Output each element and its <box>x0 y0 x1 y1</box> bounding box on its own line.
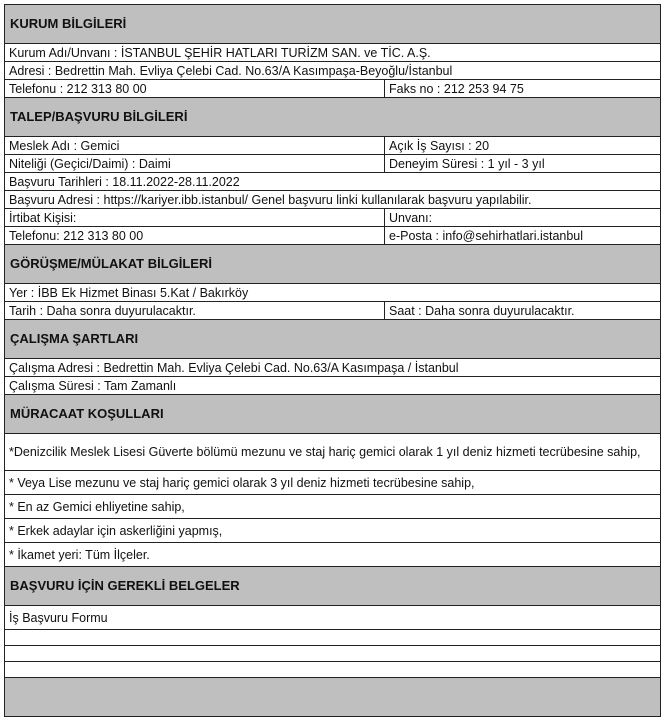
talep-section-header: TALEP/BAŞVURU BİLGİLERİ <box>5 98 661 137</box>
open-positions: Açık İş Sayısı : 20 <box>385 137 661 155</box>
muracaat-section-header: MÜRACAAT KOŞULLARI <box>5 395 661 434</box>
experience-duration: Deneyim Süresi : 1 yıl - 3 yıl <box>385 155 661 173</box>
contact-person: İrtibat Kişisi: <box>5 209 385 227</box>
institution-phone: Telefonu : 212 313 80 00 <box>5 80 385 98</box>
contact-email: e-Posta : info@sehirhatlari.istanbul <box>385 227 661 245</box>
empty-row <box>5 646 661 662</box>
institution-address: Adresi : Bedrettin Mah. Evliya Çelebi Cad. No.63/A Kasımpaşa-Beyoğlu/İstanbul <box>5 62 661 80</box>
profession-name: Meslek Adı : Gemici <box>5 137 385 155</box>
interview-time: Saat : Daha sonra duyurulacaktır. <box>385 302 661 320</box>
interview-date: Tarih : Daha sonra duyurulacaktır. <box>5 302 385 320</box>
application-address: Başvuru Adresi : https://kariyer.ibb.istanbul/ Genel başvuru linki kullanılarak başvuru yapılabilir. <box>5 191 661 209</box>
gorusme-section-header: GÖRÜŞME/MÜLAKAT BİLGİLERİ <box>5 245 661 284</box>
interview-place: Yer : İBB Ek Hizmet Binası 5.Kat / Bakırköy <box>5 284 661 302</box>
application-dates: Başvuru Tarihleri : 18.11.2022-28.11.2022 <box>5 173 661 191</box>
form-table <box>4 4 661 717</box>
institution-name: Kurum Adı/Unvanı : İSTANBUL ŞEHİR HATLARI TURİZM SAN. ve TİC. A.Ş. <box>5 44 661 62</box>
requirement-item: * Veya Lise mezunu ve staj hariç gemici olarak 3 yıl deniz hizmeti tecrübesine sahip, <box>5 471 661 495</box>
work-duration: Çalışma Süresi : Tam Zamanlı <box>5 377 661 395</box>
belgeler-section-header: BAŞVURU İÇİN GEREKLİ BELGELER <box>5 567 661 606</box>
requirement-item: *Denizcilik Meslek Lisesi Güverte bölümü mezunu ve staj hariç gemici olarak 1 yıl deniz hizmeti tecrübesine sahip, <box>5 434 661 471</box>
institution-fax: Faks no : 212 253 94 75 <box>385 80 661 98</box>
employment-nature: Niteliği (Geçici/Daimi) : Daimi <box>5 155 385 173</box>
footer-band <box>5 678 661 717</box>
empty-row <box>5 630 661 646</box>
requirement-item: * En az Gemici ehliyetine sahip, <box>5 495 661 519</box>
work-address: Çalışma Adresi : Bedrettin Mah. Evliya Çelebi Cad. No.63/A Kasımpaşa / İstanbul <box>5 359 661 377</box>
document-item: İş Başvuru Formu <box>5 606 661 630</box>
calisma-section-header: ÇALIŞMA ŞARTLARI <box>5 320 661 359</box>
empty-row <box>5 662 661 678</box>
job-posting-form <box>4 4 660 717</box>
contact-title: Unvanı: <box>385 209 661 227</box>
requirement-item: * Erkek adaylar için askerliğini yapmış, <box>5 519 661 543</box>
requirement-item: * İkamet yeri: Tüm İlçeler. <box>5 543 661 567</box>
kurum-section-header: KURUM BİLGİLERİ <box>5 5 661 44</box>
contact-phone: Telefonu: 212 313 80 00 <box>5 227 385 245</box>
